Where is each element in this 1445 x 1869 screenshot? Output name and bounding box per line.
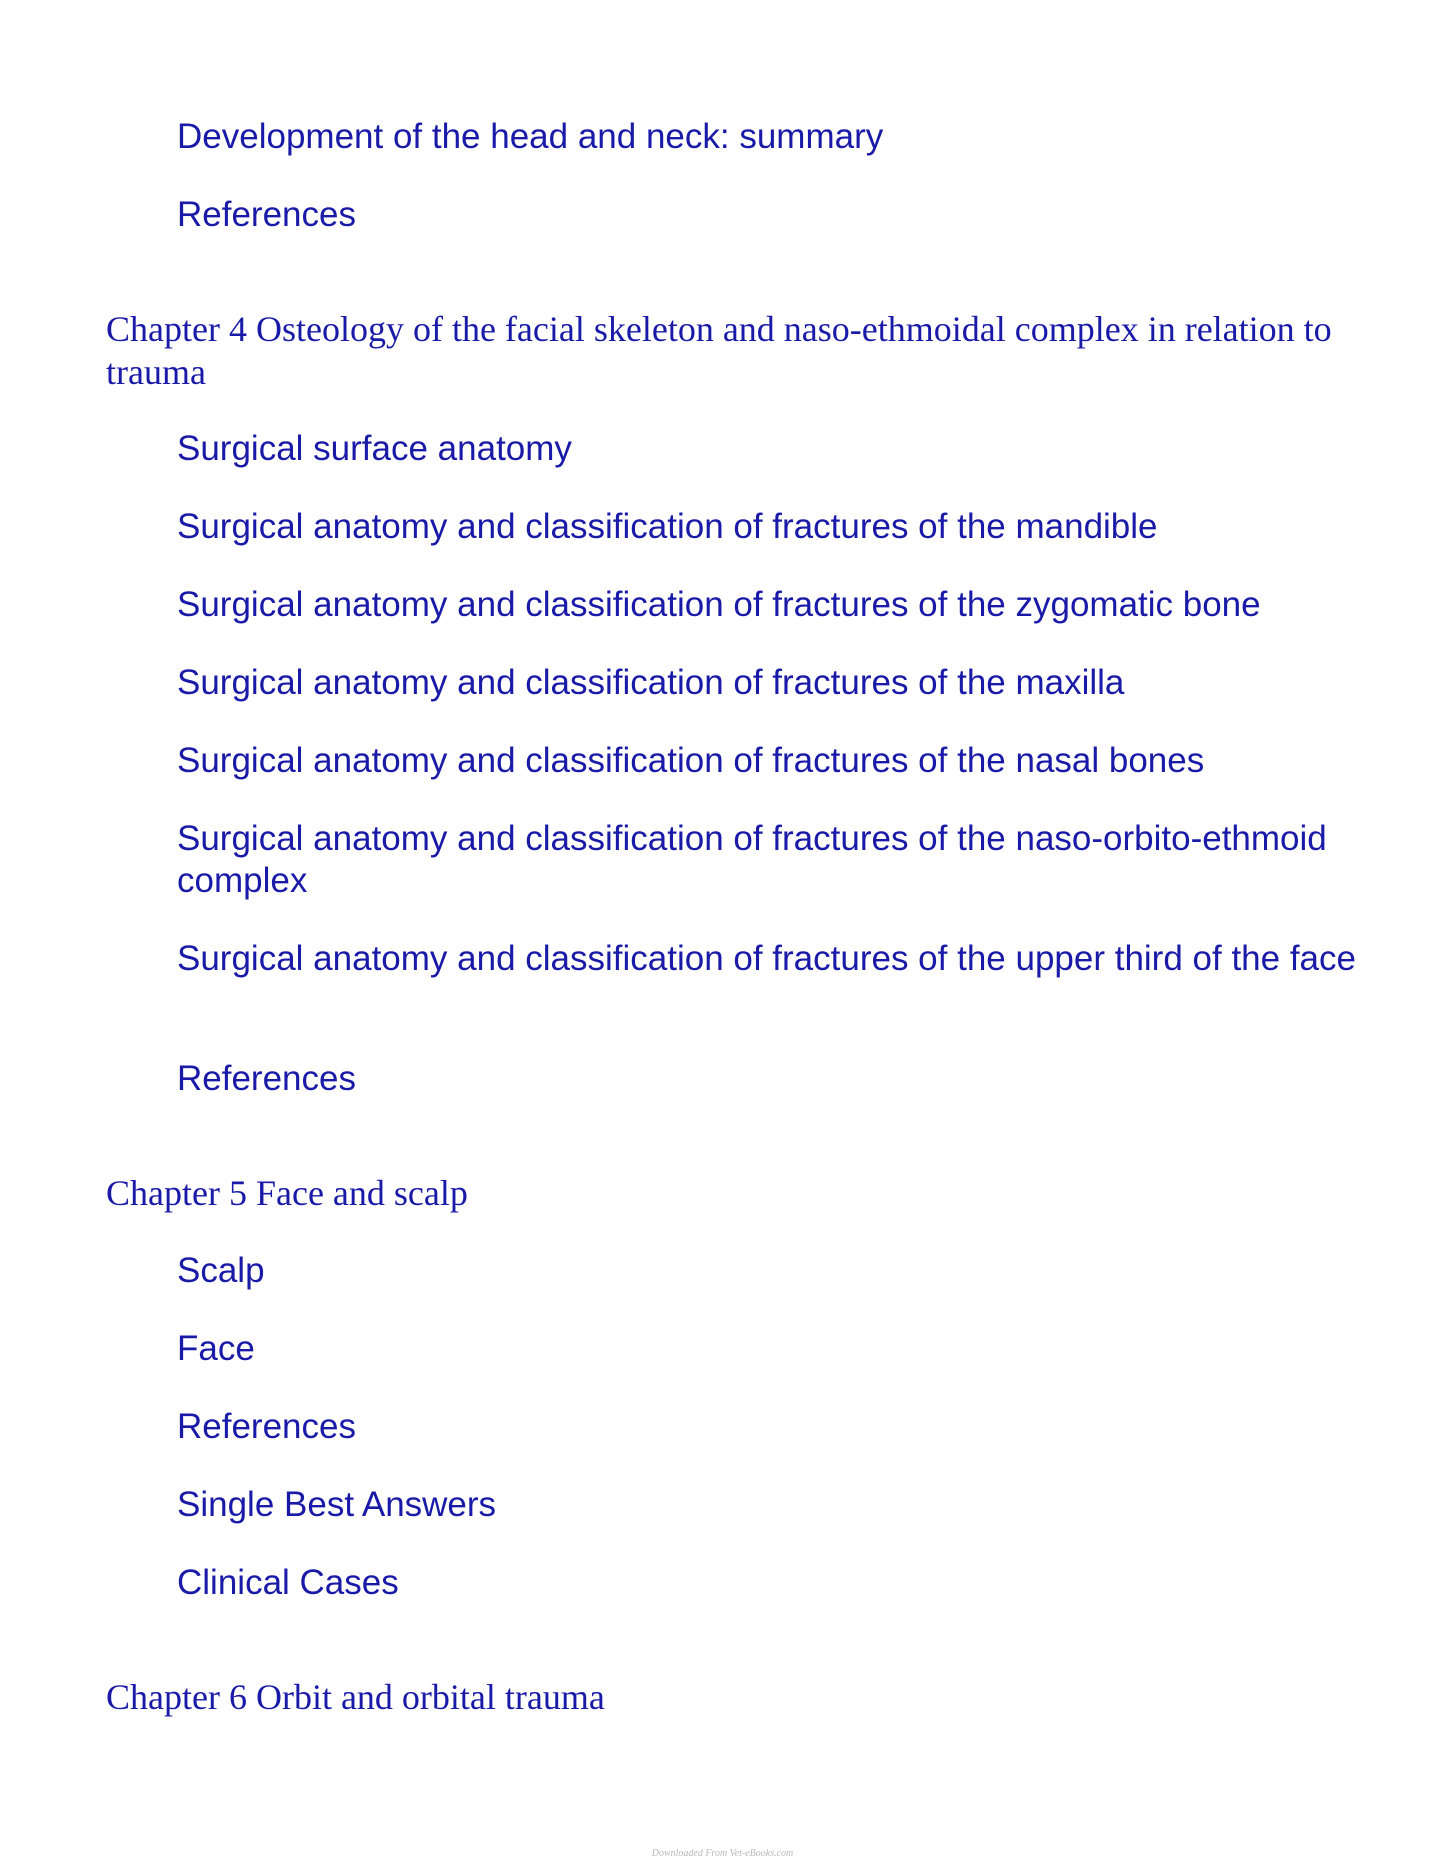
toc-item-maxilla[interactable]: Surgical anatomy and classification of fractures of the maxilla [177, 663, 1125, 702]
toc-item-upper-third-face[interactable]: Surgical anatomy and classification of fractures of the upper third of the face [177, 939, 1356, 978]
toc-item-naso-orbito-ethmoid[interactable]: Surgical anatomy and classification of fractures of the naso-orbito-ethmoid complex [177, 819, 1327, 900]
toc-item-face[interactable]: Face [177, 1329, 255, 1368]
toc-item-nasal-bones[interactable]: Surgical anatomy and classification of fractures of the nasal bones [177, 741, 1205, 780]
toc-item-references[interactable]: References [177, 1407, 356, 1446]
toc-item-clinical-cases[interactable]: Clinical Cases [177, 1563, 399, 1602]
toc-item-development-summary[interactable]: Development of the head and neck: summary [177, 117, 884, 156]
toc-chapter-4[interactable]: Chapter 4 Osteology of the facial skeleton and naso-ethmoidal complex in relation to trauma [106, 309, 1332, 392]
toc-chapter-6[interactable]: Chapter 6 Orbit and orbital trauma [106, 1677, 605, 1717]
toc-item-references[interactable]: References [177, 1059, 356, 1098]
toc-item-scalp[interactable]: Scalp [177, 1251, 265, 1290]
toc-item-surgical-surface-anatomy[interactable]: Surgical surface anatomy [177, 429, 572, 468]
toc-item-references[interactable]: References [177, 195, 356, 234]
toc-item-mandible[interactable]: Surgical anatomy and classification of fractures of the mandible [177, 507, 1158, 546]
toc-chapter-5[interactable]: Chapter 5 Face and scalp [106, 1173, 468, 1213]
toc-item-zygomatic-bone[interactable]: Surgical anatomy and classification of fractures of the zygomatic bone [177, 585, 1261, 624]
download-watermark: Downloaded From Vet-eBooks.com [651, 1848, 794, 1859]
toc-item-single-best-answers[interactable]: Single Best Answers [177, 1485, 497, 1524]
